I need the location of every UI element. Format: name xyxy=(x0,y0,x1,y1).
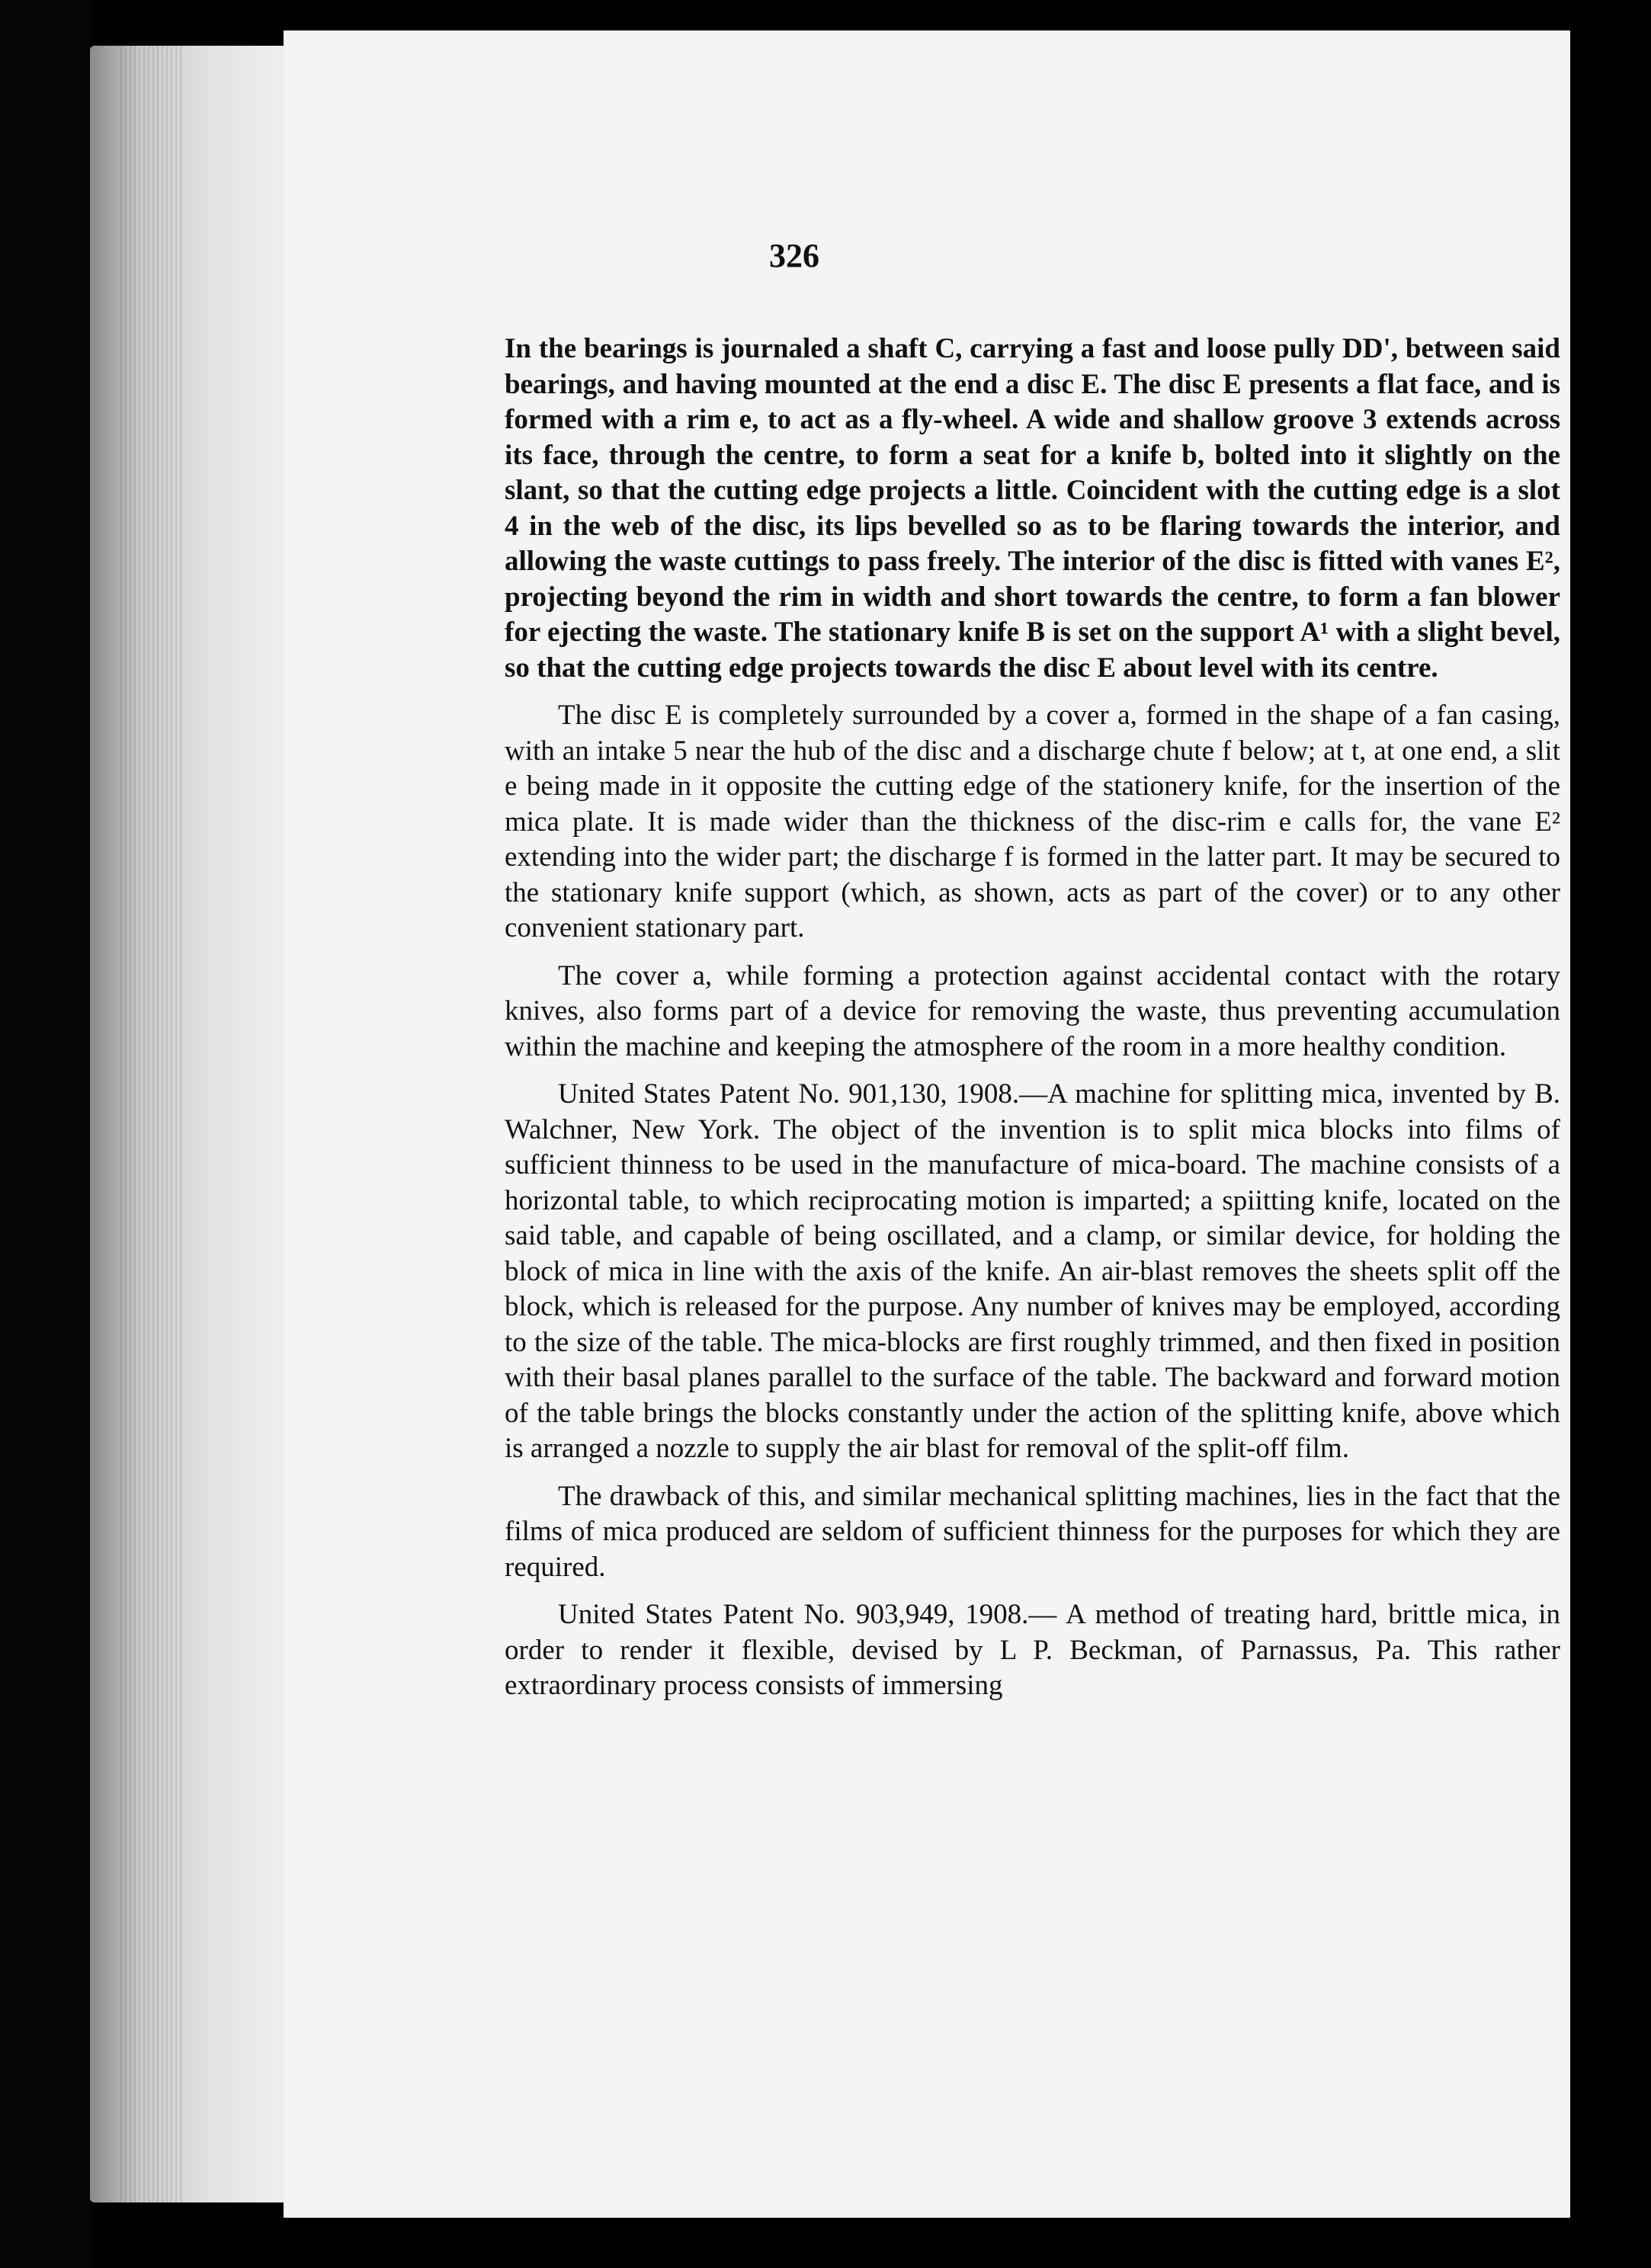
paragraph: The drawback of this, and similar mechanical splitting machines, lies in the fact that the films of mica produced are seldom of sufficient thinness for the purposes for which they are required. xyxy=(505,1480,1560,1583)
paragraph: The cover a, while forming a protection against accidental contact with the rotary knives, also forms part of a device for removing the waste, thus preventing accumulation within the machine and keeping the atmosphere of the room in a more healthy condition. xyxy=(505,959,1560,1062)
page-text xyxy=(505,332,1560,1716)
paragraph: In the bearings is journaled a shaft C, carrying a fast and loose pully DD', between said bearings, and having mounted at the end a disc E. The disc E presents a flat face, and is formed with a rim e, to act as a fly-wheel. A wide and shallow groove 3 extends across its face, through the centre, to form a seat for a knife b, bolted into it slightly on the slant, so that the cutting edge projects a little. Coincident with the cutting edge is a slot 4 in the web of the disc, its lips bevelled so as to be flaring towards the interior, and allowing the waste cuttings to pass freely. The interior of the disc is fitted with vanes E², projecting beyond the rim in width and short towards the centre, to form a fan blower for ejecting the waste. The stationary knife B is set on the support A¹ with a slight bevel, so that the cutting edge projects towards the disc E about level with its centre. xyxy=(505,333,1560,684)
book-page-edges xyxy=(90,46,290,2202)
paragraph: The disc E is completely surrounded by a cover a, formed in the shape of a fan casing, with an intake 5 near the hub of the disc and a discharge chute f below; at t, at one end, a slit e being made in it opposite the cutting edge of the stationery knife, for the insertion of the mica plate. It is made wider than the thickness of the disc-rim e calls for, the vane E² extending into the wider part; the discharge f is formed in the latter part. It may be secured to the stationary knife support (which, as shown, acts as part of the cover) or to any other convenient stationary part. xyxy=(505,700,1560,943)
page-number: 326 xyxy=(769,237,819,274)
paragraph: United States Patent No. 903,949, 1908.— A method of treating hard, brittle mica, in order to render it flexible, devised by L P. Beckman, of Parnassus, Pa. This rather extraordinary process consists of immersing xyxy=(505,1599,1560,1701)
book-page xyxy=(284,30,1570,2218)
paragraph: United States Patent No. 901,130, 1908.—A machine for splitting mica, invented by B. Walchner, New York. The object of the invention is to split mica blocks into films of sufficient thinness to be used in the manufacture of mica-board. The machine consists of a horizontal table, to which reciprocating motion is imparted; a spiitting knife, located on the said table, and capable of being oscillated, and a clamp, or similar device, for holding the block of mica in line with the axis of the knife. An air-blast removes the sheets split off the block, which is released for the purpose. Any number of knives may be employed, according to the size of the table. The mica-blocks are first roughly trimmed, and then fixed in position with their basal planes parallel to the surface of the table. The backward and forward motion of the table brings the blocks constantly under the action of the splitting knife, above which is arranged a nozzle to supply the air blast for removal of the split-off film. xyxy=(505,1078,1560,1464)
scan-background xyxy=(0,0,91,2268)
scan-right-margin xyxy=(1570,0,1651,2268)
